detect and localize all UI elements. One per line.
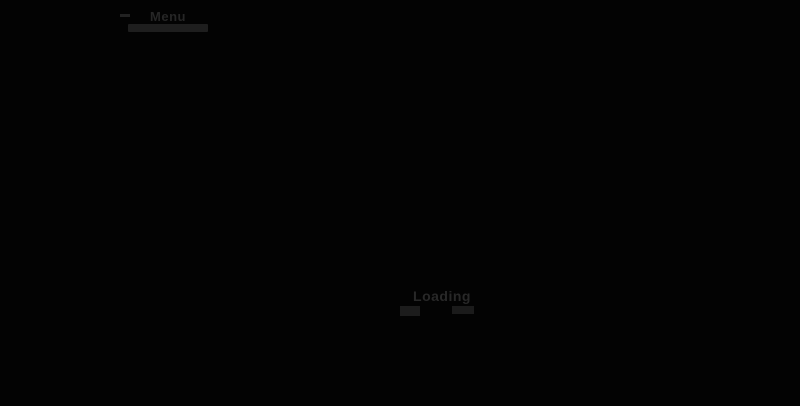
top-left-text-fragment: Menu [150,9,186,25]
top-left-bar-artifact [128,24,208,32]
center-text-fragment: Loading [413,287,471,304]
center-bar-artifact-left [400,306,420,316]
center-bar-artifact-right [452,306,474,314]
top-left-tick-artifact [120,14,130,17]
